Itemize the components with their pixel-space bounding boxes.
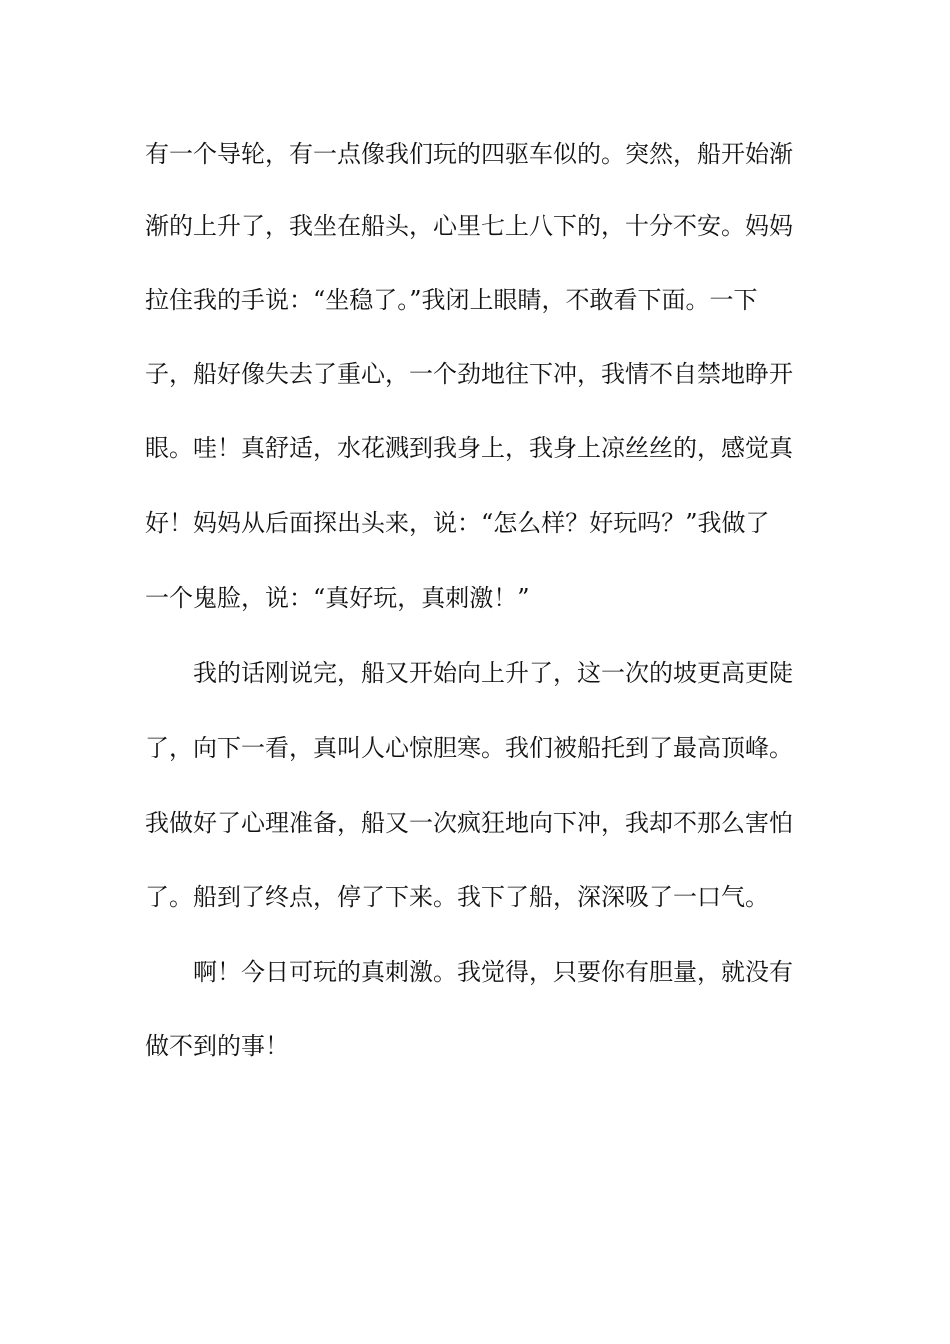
text-line: 有一个导轮，有一点像我们玩的四驱车似的。突然，船开始渐 [145,140,793,168]
text-line: 拉住我的手说：“坐稳了。”我闭上眼睛，不敢看下面。一下 [145,286,758,314]
text-line: 我做好了心理准备，船又一次疯狂地向下冲，我却不那么害怕 [145,809,793,837]
text-line: 渐的上升了，我坐在船头，心里七上八下的，十分不安。妈妈 [145,212,793,240]
paragraph-start-line: 啊！今日可玩的真刺激。我觉得，只要你有胆量，就没有 [193,958,793,986]
text-line: 一个鬼脸，说：“真好玩，真刺激！” [145,584,530,612]
text-line: 了，向下一看，真叫人心惊胆寒。我们被船托到了最高顶峰。 [145,734,793,762]
text-line: 做不到的事！ [145,1032,289,1060]
paragraph-start-line: 我的话刚说完，船又开始向上升了，这一次的坡更高更陡 [193,659,793,687]
text-line: 了。船到了终点，停了下来。我下了船，深深吸了一口气。 [145,883,769,911]
text-line: 眼。哇！真舒适，水花溅到我身上，我身上凉丝丝的，感觉真 [145,434,793,462]
text-line: 好！妈妈从后面探出头来，说：“怎么样？好玩吗？”我做了 [145,509,770,537]
text-line: 子，船好像失去了重心，一个劲地往下冲，我情不自禁地睁开 [145,360,793,388]
